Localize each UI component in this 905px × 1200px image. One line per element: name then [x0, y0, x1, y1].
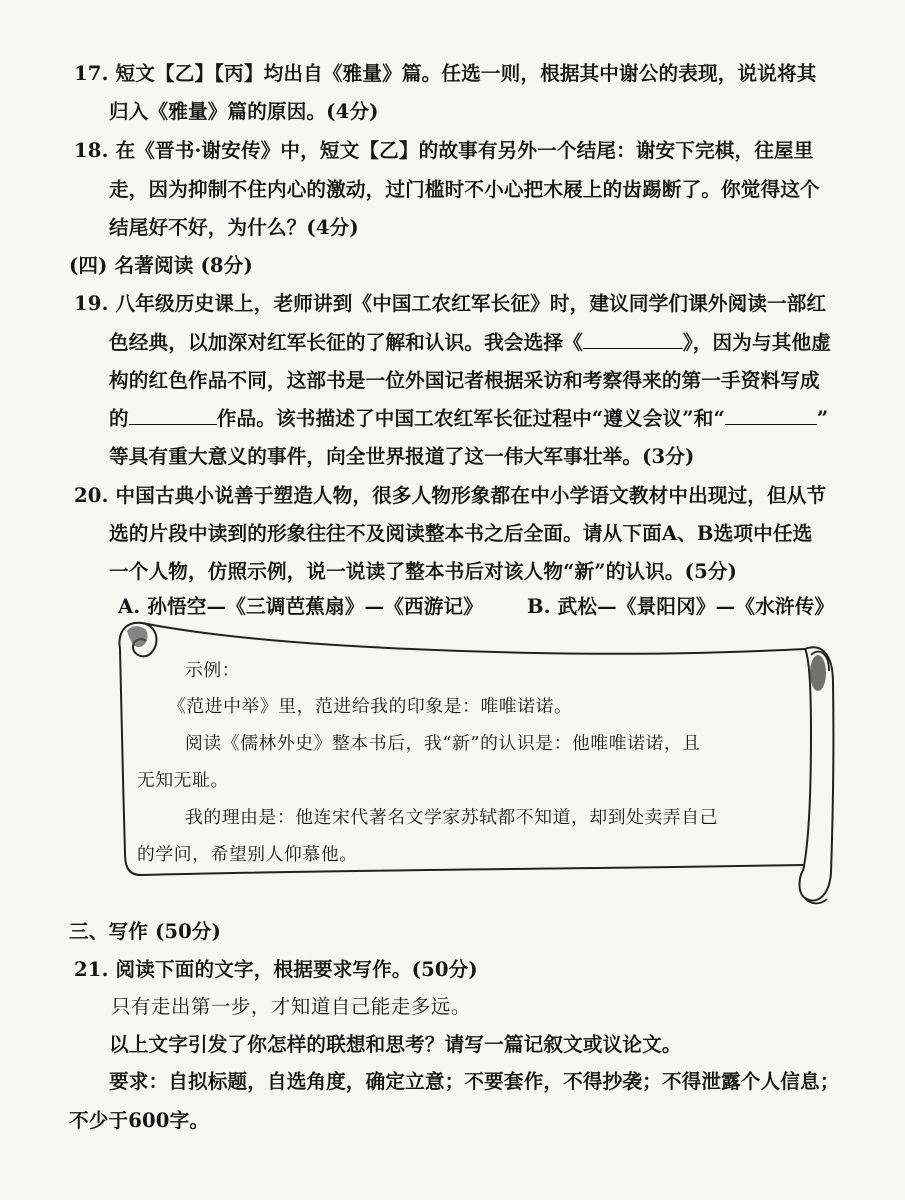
q21-requirements-line-1: 要求：自拟标题，自选角度，确定立意；不要套作，不得抄袭；不得泄露个人信息；: [109, 1070, 840, 1093]
example-paragraph-3-line-2: 的学问，希望别人仰慕他。: [137, 844, 358, 865]
q21-requirements-line-2: 不少于600字。: [69, 1109, 210, 1132]
q19-line-4-text-c: ”: [816, 407, 829, 430]
example-label: 示例：: [185, 660, 241, 681]
example-paragraph-2-line-2: 无知无耻。: [137, 770, 229, 791]
q21-quote: 只有走出第一步，才知道自己能走多远。: [111, 995, 471, 1018]
example-paragraph-3-line-1: 我的理由是：他连宋代著名文学家苏轼都不知道，却到处卖弄自己: [185, 807, 719, 828]
q19-line-3: 构的红色作品不同，这部书是一位外国记者根据采访和考察得来的第一手资料写成: [109, 369, 820, 392]
q20-option-b: B. 武松—《景阳冈》—《水浒传》: [527, 595, 835, 618]
section-4-heading: (四) 名著阅读 (8分): [69, 254, 253, 277]
q18-line-3: 结尾好不好，为什么？(4分): [109, 216, 359, 239]
q21-prompt: 以上文字引发了你怎样的联想和思考？请写一篇记叙文或议论文。: [109, 1033, 682, 1056]
q19-line-2-text-a: 色经典，以加深对红军长征的了解和认识。我会选择《: [109, 331, 583, 354]
q19-line-4-text-a: 的: [109, 407, 129, 430]
q20-option-a: A. 孙悟空—《三调芭蕉扇》—《西游记》: [118, 595, 483, 618]
answer-blank-book-title[interactable]: [583, 347, 683, 349]
q18-line-2: 走，因为抑制不住内心的激动，过门槛时不小心把木屐上的齿踢断了。你觉得这个: [109, 178, 820, 201]
example-scroll-frame: [115, 613, 840, 913]
answer-blank-event[interactable]: [725, 423, 817, 425]
scroll-outline-graphic: [115, 613, 840, 913]
section-3-heading: 三、写作 (50分): [69, 920, 222, 943]
q19-line-4-text-b: 作品。该书描述了中国工农红军长征过程中“遵义会议”和“: [216, 407, 725, 430]
q18-line-1: 18. 在《晋书·谢安传》中，短文【乙】的故事有另外一个结尾：谢安下完棋，往屋里: [74, 139, 814, 162]
q17-line-1: 17. 短文【乙】【丙】均出自《雅量》篇。任选一则，根据其中谢公的表现，说说将其: [74, 62, 817, 85]
answer-blank-genre[interactable]: [129, 423, 217, 425]
q20-line-1: 20. 中国古典小说善于塑造人物，很多人物形象都在中小学语文教材中出现过，但从节: [74, 484, 827, 507]
q19-line-1: 19. 八年级历史课上，老师讲到《中国工农红军长征》时，建议同学们课外阅读一部红: [74, 292, 827, 315]
q19-line-2-text-b: 》，因为与其他虚: [682, 331, 832, 354]
q21-line-1: 21. 阅读下面的文字，根据要求写作。(50分): [74, 958, 478, 981]
q20-line-3: 一个人物，仿照示例，说一说读了整本书后对该人物“新”的认识。(5分): [109, 560, 738, 583]
example-paragraph-1: 《范进中举》里，范进给我的印象是：唯唯诺诺。: [168, 696, 573, 717]
q17-line-2: 归入《雅量》篇的原因。(4分): [109, 100, 379, 123]
example-paragraph-2-line-1: 阅读《儒林外史》整本书后，我“新”的认识是：他唯唯诺诺，且: [185, 733, 701, 754]
q19-line-5: 等具有重大意义的事件，向全世界报道了这一伟大军事壮举。(3分): [109, 445, 695, 468]
q20-line-2: 选的片段中读到的形象往往不及阅读整本书之后全面。请从下面A、B选项中任选: [109, 522, 813, 545]
q19-line-2: [109, 333, 831, 353]
q19-line-4: [109, 409, 828, 429]
